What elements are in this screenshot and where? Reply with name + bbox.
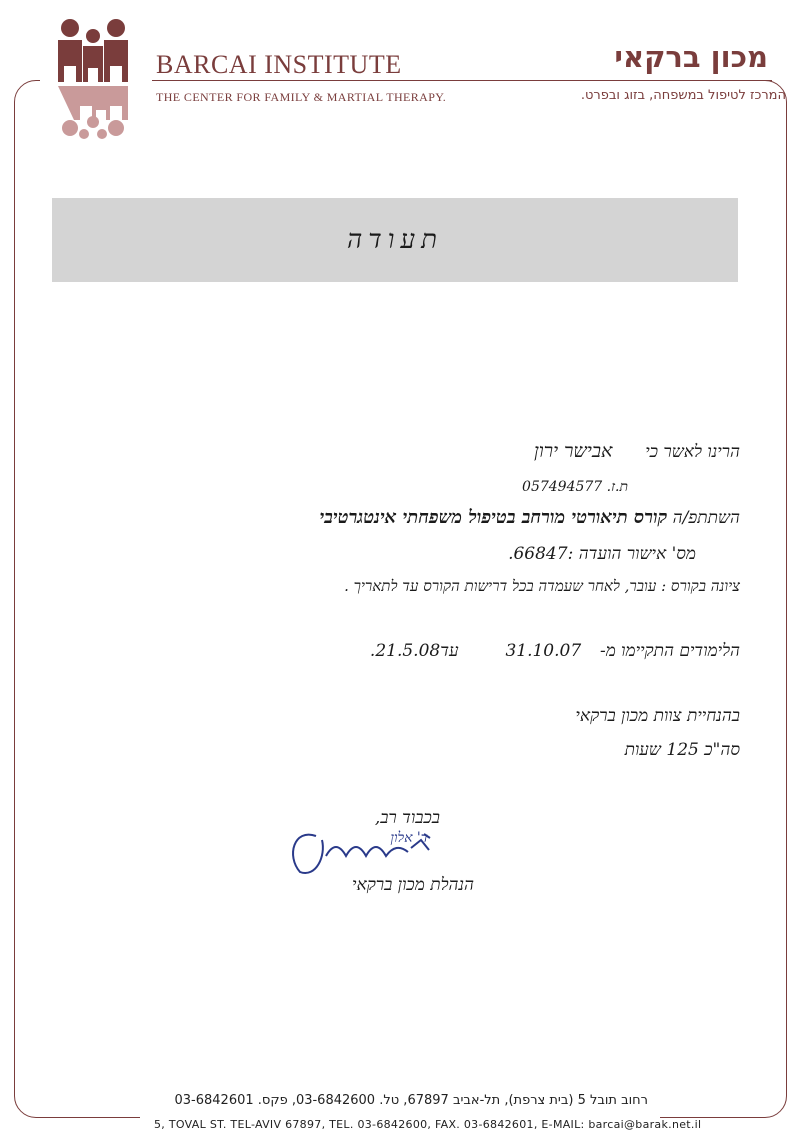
studies-label: הלימודים התקיימו מ- xyxy=(599,641,740,661)
intro-line xyxy=(534,440,740,463)
course-line xyxy=(319,507,740,528)
footer-address-en: 5, TOVAL ST. TEL-AVIV 67897, TEL. 03-6842600, FAX. 03-6842601, E-MAIL: barcai@barak.net.il xyxy=(154,1118,702,1131)
footer-address-he: רחוב תובל 5 (בית צרפת), תל-אביב 67897, טל. 03-6842600, פקס. 03-6842601 xyxy=(174,1093,648,1108)
participated-label: השתתפ/ה xyxy=(672,508,740,528)
approval-number: מס' אישור הועדה :66847. xyxy=(508,544,696,564)
guidance-line: בהנחיית צוות מכון ברקאי xyxy=(575,706,740,726)
date-from: 31.10.07 xyxy=(505,641,582,661)
signatory: הנהלת מכון ברקאי xyxy=(352,875,474,895)
signature-text: ד' אלון xyxy=(390,830,428,846)
brand-name-he: מכון ברקאי xyxy=(614,40,768,74)
dates-line xyxy=(370,641,740,661)
intro-text: הרינו לאשר כי xyxy=(645,442,740,462)
brand-tagline-en: THE CENTER FOR FAMILY & MARTIAL THERAPY. xyxy=(156,90,447,104)
header-rule xyxy=(152,80,772,81)
certificate-title-bar xyxy=(52,198,738,282)
closing-line: בכבוד רב, xyxy=(374,808,440,828)
id-label: ת.ז. xyxy=(606,479,628,495)
date-to: 21.5.08. xyxy=(369,641,441,661)
until-label: עד xyxy=(440,641,459,661)
certificate-title: תעודה xyxy=(347,225,443,255)
brand-tagline-he: המרכז לטיפול במשפחה, בזוג ובפרט. xyxy=(580,88,786,103)
grade-line: ציונה בקורס : עובר, לאחר שעמדה בכל דרישות הקורס עד לתאריך . xyxy=(344,577,740,595)
family-logo-icon xyxy=(50,16,136,144)
id-line xyxy=(522,479,628,496)
total-hours: סה"כ 125 שעות xyxy=(624,740,740,760)
course-name: קורס תיאורטי מורחב בטיפול משפחתי אינטגרטיבי xyxy=(319,507,668,528)
recipient-name: אבישר ירון xyxy=(534,440,613,462)
id-number: 057494577 xyxy=(522,479,603,495)
brand-name-en: BARCAI INSTITUTE xyxy=(156,50,402,79)
